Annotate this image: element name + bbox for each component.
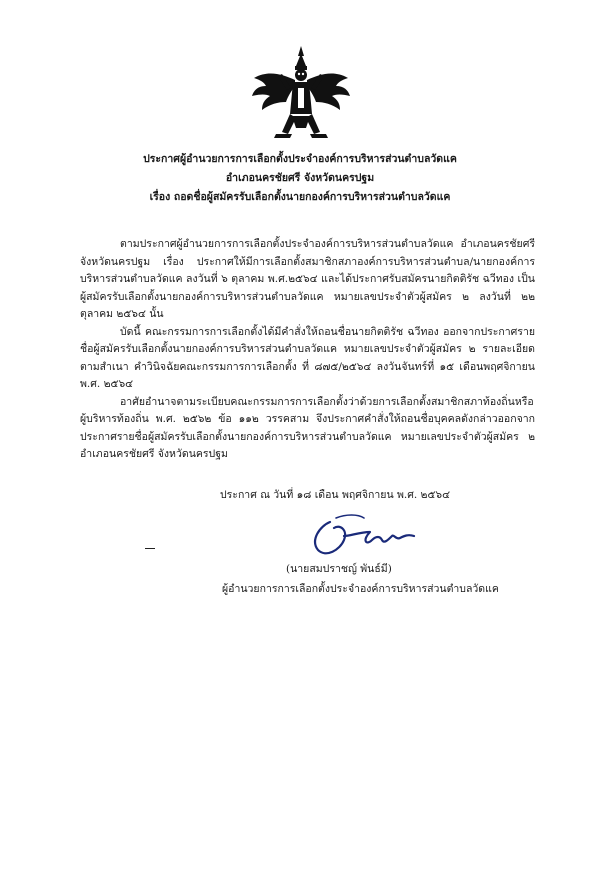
margin-mark [145, 548, 155, 549]
date-line: ประกาศ ณ วันที่ ๑๘ เดือน พฤศจิกายน พ.ศ. ๒๕๖๔ [220, 489, 451, 501]
signer-name: (นายสมปราชญ์ พันธ์มี) [286, 563, 392, 575]
paragraph-3: อาศัยอำนาจตามระเบียบคณะกรรมการการเลือกตั้งว่าด้วยการเลือกตั้งสมาชิกสภาท้องถิ่นหรือผู้บริหารท้องถิ่น พ.ศ. ๒๕๖๒ ข้อ ๑๑๒ วรรคสาม จึงประกาศคำสั่งให้ถอนชื่อบุคคลดังกล่าวออกจากประกาศรายชื่อผู้สมัครรับเลือกตั้งนายกองค์การบริหารส่วนตำบลวัดแค หมายเลขประจำตัวผู้สมัคร ๒ อำเภอนครชัยศรี จังหวัดนครปฐม [80, 395, 535, 460]
garuda-emblem-icon [246, 44, 356, 154]
paragraph-2: บัดนี้ คณะกรรมการการเลือกตั้งได้มีคำสั่งให้ถอนชื่อนายกิตติรัช ฉวีทอง ออกจากประกาศรายชื่อผู้สมัครรับเลือกตั้งนายกองค์การบริหารส่วนตำบลวัดแค หมายเลขประจำตัวผู้สมัคร ๒ รายละเอียดตามสำเนา คำวินิจฉัยคณะกรรมการการเลือกตั้ง ที่ ๘๗๕/๒๕๖๔ ลงวันจันทร์ที่ ๑๕ เดือนพฤศจิกายน พ.ศ. ๒๕๖๔ [80, 325, 535, 390]
heading-line-3: เรื่อง ถอดชื่อผู้สมัครรับเลือกตั้งนายกองค์การบริหารส่วนตำบลวัดแค [149, 191, 451, 203]
heading-line-2: อำเภอนครชัยศรี จังหวัดนครปฐม [225, 172, 375, 184]
paragraph-1: ตามประกาศผู้อำนวยการการเลือกตั้งประจำองค์การบริหารส่วนตำบลวัดแค อำเภอนครชัยศรี จังหวัดนครปฐม เรื่อง ประกาศให้มีการเลือกตั้งสมาชิกสภาองค์การบริหารส่วนตำบล/นายกองค์การบริหารส่วนตำบลวัดแค ลงวันที่ ๖ ตุลาคม พ.ศ.๒๕๖๔ และได้ประกาศรับสมัครนายกิตติรัช ฉวีทอง เป็นผู้สมัครรับเลือกตั้งนายกองค์การบริหารส่วนตำบลวัดแค หมายเลขประจำตัวผู้สมัคร ๒ ลงวันที่ ๒๒ ตุลาคม ๒๕๖๔ นั้น [80, 238, 535, 320]
body-paragraphs [80, 236, 535, 464]
signature-icon [300, 510, 440, 562]
heading-line-1: ประกาศผู้อำนวยการการเลือกตั้งประจำองค์การบริหารส่วนตำบลวัดแค [143, 153, 457, 165]
signer-title: ผู้อำนวยการการเลือกตั้งประจำองค์การบริหารส่วนตำบลวัดแค [222, 583, 499, 595]
